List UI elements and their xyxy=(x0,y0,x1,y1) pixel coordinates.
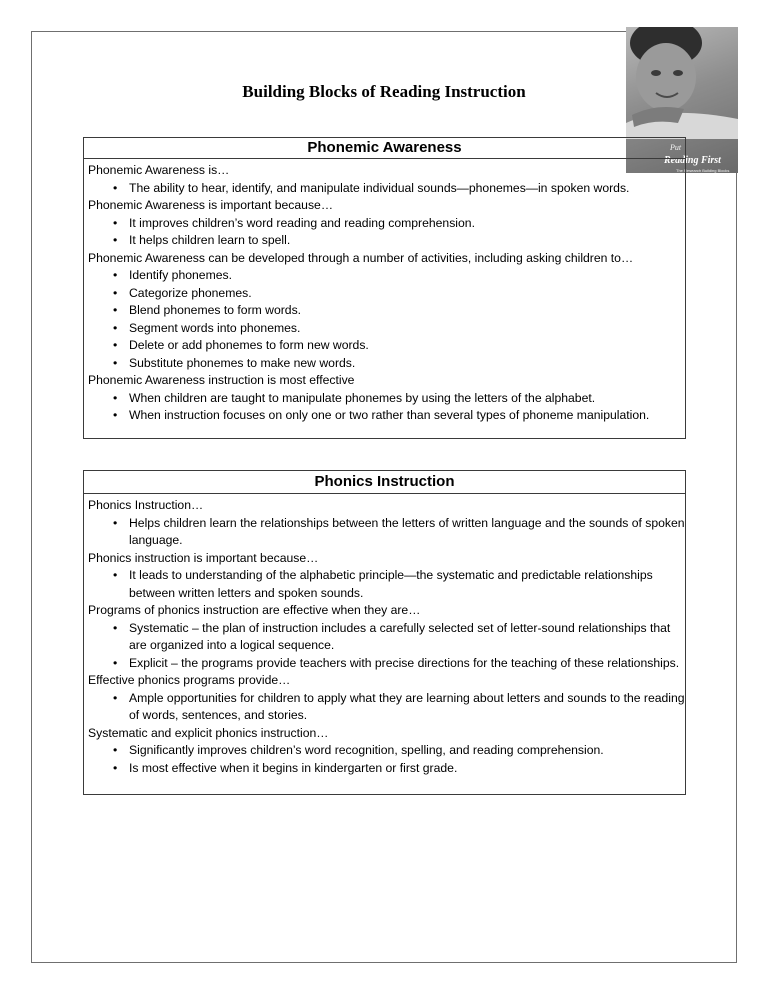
block-lead: Phonics Instruction… xyxy=(88,498,204,512)
bullet-list xyxy=(88,215,685,250)
bullet-list xyxy=(88,620,685,673)
bullet-list xyxy=(88,567,685,602)
bullet-item: • Ample opportunities for children to apply what they are learning about letters and sounds to the reading of words, sentences, and stories. xyxy=(88,690,685,725)
bullet-item: • Identify phonemes. xyxy=(88,267,685,285)
block-lead: Phonics instruction is important because… xyxy=(88,550,319,565)
block-lead: Programs of phonics instruction are effective when they are… xyxy=(88,603,421,617)
bullet-item: • It helps children learn to spell. xyxy=(88,232,685,250)
block-lead: Phonemic Awareness is important because… xyxy=(88,198,334,212)
bullet-item: • When instruction focuses on only one or two rather than several types of phoneme manipulation. xyxy=(88,407,685,425)
bullet-item: • Substitute phonemes to make new words. xyxy=(88,355,685,373)
bullet-item: • Is most effective when it begins in kindergarten or first grade. xyxy=(88,760,685,778)
bullet-item: • Delete or add phonemes to form new words. xyxy=(88,337,685,355)
phonics-instruction-box xyxy=(83,470,686,795)
bullet-list xyxy=(88,267,685,372)
bullet-list xyxy=(88,515,685,550)
cover-title: Reading First xyxy=(664,155,721,166)
phonemic-awareness-box xyxy=(83,137,686,439)
bullet-item: • Explicit – the programs provide teachers with precise directions for the teaching of these relationships. xyxy=(88,655,685,673)
bullet-item: • Segment words into phonemes. xyxy=(88,320,685,338)
bullet-list xyxy=(88,390,685,425)
bullet-list xyxy=(88,180,685,198)
bullet-item: • Systematic – the plan of instruction includes a carefully selected set of letter-sound relationships that are organized into a logical sequence. xyxy=(88,620,685,655)
section-heading: Phonemic Awareness xyxy=(84,138,685,159)
bullet-item: • It improves children’s word reading and reading comprehension. xyxy=(88,215,685,233)
block-lead: Phonemic Awareness instruction is most effective xyxy=(88,373,355,387)
block-lead: Systematic and explicit phonics instruction… xyxy=(88,725,329,740)
block-lead: Effective phonics programs provide… xyxy=(88,673,291,687)
bullet-item: • Blend phonemes to form words. xyxy=(88,302,685,320)
section-heading: Phonics Instruction xyxy=(84,471,685,494)
bullet-item: • Categorize phonemes. xyxy=(88,285,685,303)
bullet-list xyxy=(88,690,685,725)
block-lead: Phonemic Awareness is… xyxy=(88,163,230,177)
bullet-item: • Helps children learn the relationships between the letters of written language and the sounds of spoken language. xyxy=(88,515,685,550)
bullet-item: • When children are taught to manipulate phonemes by using the letters of the alphabet. xyxy=(88,390,685,408)
cover-title-top: Put xyxy=(670,143,682,152)
bullet-item: • Significantly improves children’s word recognition, spelling, and reading comprehension. xyxy=(88,742,685,760)
document-title: Building Blocks of Reading Instruction xyxy=(242,82,526,101)
section-body xyxy=(84,159,685,425)
block-lead: Phonemic Awareness can be developed through a number of activities, including asking children to… xyxy=(88,250,634,265)
bullet-item: • The ability to hear, identify, and manipulate individual sounds—phonemes—in spoken words. xyxy=(88,180,685,198)
cover-subtitle: The Research Building Blocks xyxy=(676,168,730,173)
bullet-list xyxy=(88,742,685,777)
section-body xyxy=(84,494,685,777)
bullet-item: • It leads to understanding of the alphabetic principle—the systematic and predictable relationships between written letters and spoken sounds. xyxy=(88,567,685,602)
